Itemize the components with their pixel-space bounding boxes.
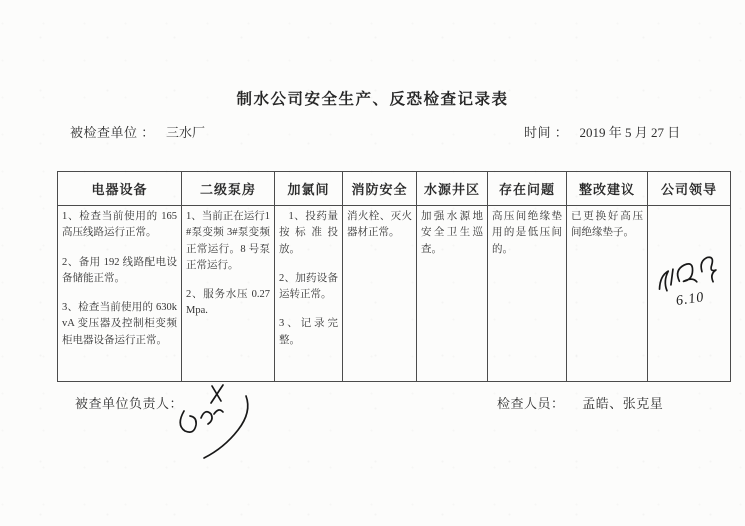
note-item: 3、检查当前使用的 630kvA 变压器及控制柜变频柜电器设备运行正常。 bbox=[62, 302, 177, 346]
table-header-row bbox=[58, 172, 731, 206]
leader-signature-date: 6.10 bbox=[675, 290, 706, 309]
responsible-person-signature-handwriting-icon bbox=[176, 381, 276, 461]
inspectors-names: 孟皓、张克星 bbox=[582, 396, 664, 411]
column-header-water-source-well-area: 水源井区 bbox=[417, 172, 488, 206]
inspection-time bbox=[524, 122, 680, 141]
column-header-electrical-equipment: 电器设备 bbox=[58, 172, 182, 206]
inspected-unit-label: 被检查单位 ： bbox=[70, 125, 155, 140]
column-header-chlorination-room: 加氯间 bbox=[275, 172, 343, 206]
page-title: 制水公司安全生产、反恐检查记录表 bbox=[236, 91, 509, 108]
column-header-secondary-pump-room: 二级泵房 bbox=[182, 172, 275, 206]
note-item: 2、备用 192 线路配电设备储能正常。 bbox=[62, 256, 177, 284]
note-item: 3、记录完整。 bbox=[279, 318, 338, 346]
column-header-rectification-suggestions: 整改建议 bbox=[567, 172, 648, 206]
cell-water-source-well-area bbox=[417, 206, 488, 382]
note-item: 1、投药量按标准投放。 bbox=[279, 211, 338, 255]
cell-existing-problems bbox=[488, 206, 567, 382]
inspected-unit bbox=[70, 122, 205, 141]
responsible-person-label: 被查单位负责人： bbox=[75, 396, 184, 411]
note-item: 高压间绝缘垫用的是低压间的。 bbox=[492, 211, 562, 255]
note-item: 2、服务水压 0.27Mpa. bbox=[186, 289, 270, 317]
inspectors-label: 检查人员： bbox=[497, 396, 565, 411]
cell-electrical-equipment bbox=[58, 206, 182, 382]
inspectors bbox=[497, 393, 663, 412]
time-value: 2019 年 5 月 27 日 bbox=[579, 125, 681, 140]
inspected-unit-value: 三水厂 bbox=[166, 125, 206, 140]
note-item: 1、当前正在运行1#泵变频 3#泵变频正常运行。8 号泵正常运行。 bbox=[186, 211, 270, 271]
time-label: 时间 ： bbox=[524, 125, 569, 140]
note-item: 加强水源地安全卫生巡查。 bbox=[421, 211, 483, 255]
cell-chlorination-room bbox=[275, 206, 343, 382]
note-item: 已更换好高压间绝缘垫子。 bbox=[571, 211, 643, 239]
cell-fire-safety bbox=[343, 206, 417, 382]
cell-rectification-suggestions bbox=[567, 206, 648, 382]
note-item: 2、加药设备运转正常。 bbox=[279, 272, 338, 301]
note-item: 1、检查当前使用的 165 高压线路运行正常。 bbox=[62, 211, 177, 239]
table-content-row bbox=[58, 206, 731, 382]
cell-secondary-pump-room bbox=[182, 206, 275, 382]
column-header-company-leader: 公司领导 bbox=[648, 172, 731, 206]
leader-signature bbox=[652, 253, 726, 323]
column-header-fire-safety: 消防安全 bbox=[343, 172, 417, 206]
inspection-record-table bbox=[57, 171, 731, 382]
column-header-existing-problems: 存在问题 bbox=[488, 172, 567, 206]
note-item: 消火栓、灭火器材正常。 bbox=[347, 211, 412, 239]
cell-company-leader bbox=[648, 206, 731, 382]
